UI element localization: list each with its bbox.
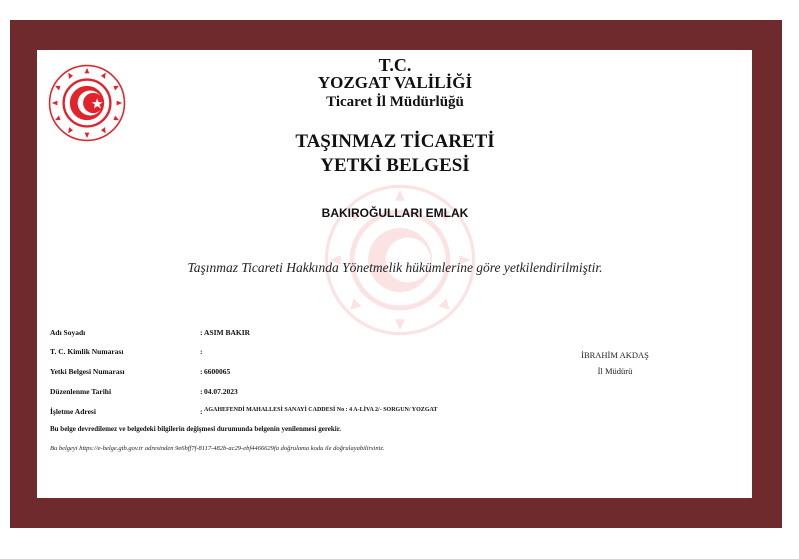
field-value: ASIM BAKIR: [204, 328, 251, 337]
field-colon: :: [200, 367, 203, 376]
field-colon: :: [200, 328, 203, 337]
field-label: T. C. Kimlik Numarası: [50, 347, 124, 356]
verification-text: Bu belgeyi https://e-belge.gtb.gov.tr adresinden 9e6bff7f-8117-482b-ac29-ebf4466629fa doğrulama kodu ile doğrulayabilirsiniz.: [50, 445, 385, 452]
field-colon: :: [200, 347, 203, 356]
field-colon: :: [200, 407, 203, 416]
certificate-title-line2: YETKİ BELGESİ: [320, 155, 470, 176]
field-value: 04.07.2023: [204, 387, 238, 396]
company-name: BAKIROĞULLARI EMLAK: [321, 206, 469, 220]
field-label: İşletme Adresi: [50, 407, 96, 416]
header-directorate: Ticaret İl Müdürlüğü: [326, 94, 464, 110]
field-colon: :: [200, 387, 203, 396]
field-label: Düzenlenme Tarihi: [50, 387, 112, 396]
field-value: 6600065: [204, 367, 231, 376]
certificate-title-line1: TAŞINMAZ TİCARETİ: [295, 131, 495, 152]
transfer-notice: Bu belge devredilemez ve belgedeki bilgilerin değişmesi durumunda belgenin yenilenmesi gerekir.: [50, 425, 341, 433]
field-label: Yetki Belgesi Numarası: [50, 367, 125, 376]
ministry-seal-icon: [48, 64, 126, 142]
authorization-statement: Taşınmaz Ticareti Hakkında Yönetmelik hükümlerine göre yetkilendirilmiştir.: [187, 260, 603, 275]
header-tc: T.C.: [378, 55, 412, 75]
field-label: Adı Soyadı: [50, 328, 86, 337]
field-value: AGAHEFENDİ MAHALLESİ SANAYİ CADDESİ No : 4 A-LİVA 2/- SORGUN/ YOZGAT: [204, 407, 438, 413]
signer-name: İBRAHİM AKDAŞ: [581, 350, 649, 360]
header-governorship: YOZGAT VALİLİĞİ: [317, 73, 473, 92]
signer-title: İl Müdürü: [597, 366, 633, 376]
